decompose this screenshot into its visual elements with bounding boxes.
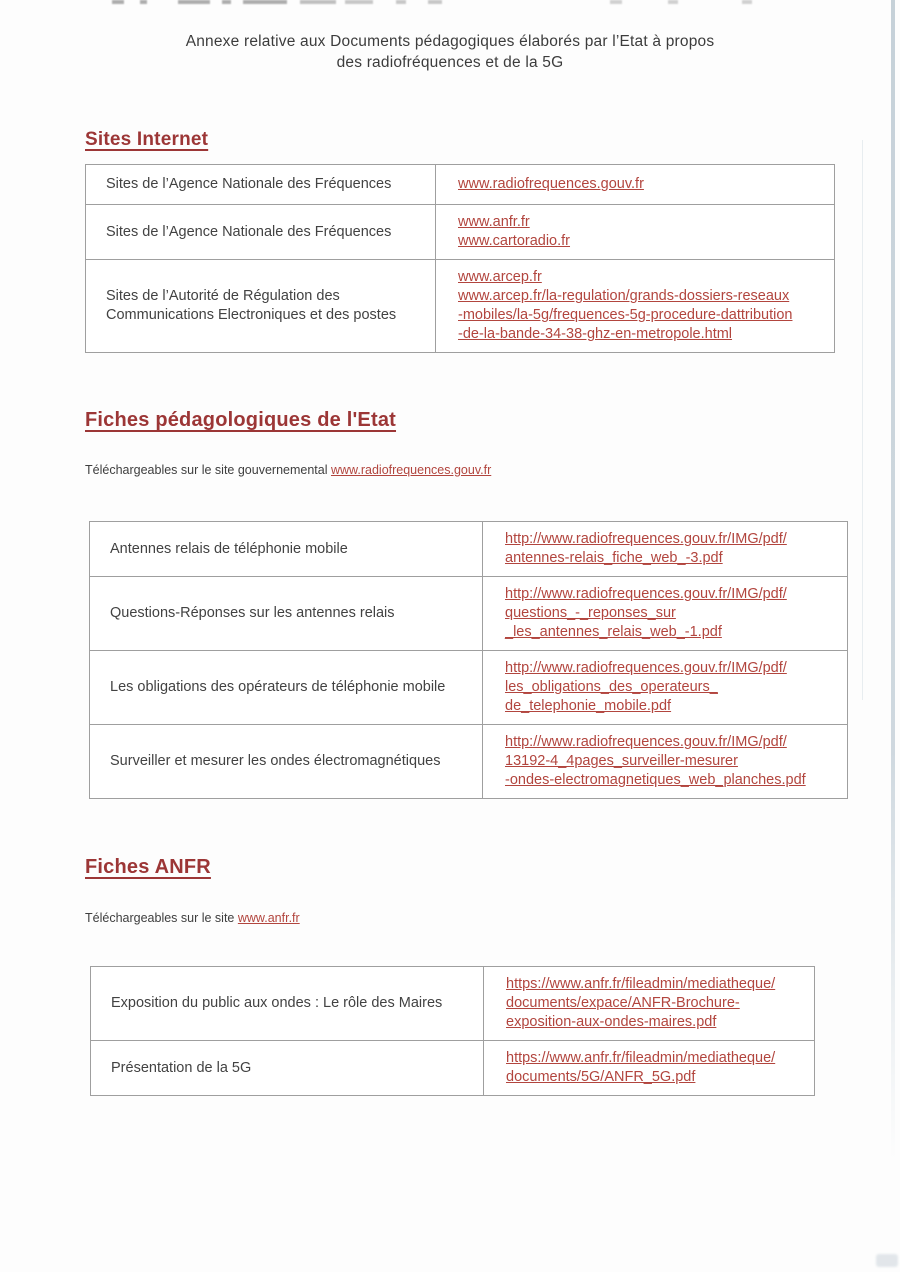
row-links-cell — [483, 522, 847, 576]
row-links-cell — [483, 577, 847, 650]
row-label-cell — [90, 651, 483, 724]
row-label: Présentation de la 5G — [111, 1059, 252, 1076]
row-label-cell — [86, 260, 436, 352]
url-link[interactable]: exposition-aux-ondes-maires.pdf — [506, 1014, 717, 1030]
scan-smudge — [300, 0, 336, 4]
scan-fold-line — [862, 140, 863, 700]
url-link[interactable]: de_telephonie_mobile.pdf — [505, 698, 672, 714]
url-link[interactable]: www.radiofrequences.gouv.fr — [458, 176, 644, 192]
section-heading-fiches-etat: Fiches pédagologiques de l'Etat — [85, 409, 397, 431]
table-row — [90, 650, 847, 724]
url-link[interactable]: -mobiles/la-5g/frequences-5g-procedure-dattribution — [458, 307, 793, 323]
url-link[interactable]: http://www.radiofrequences.gouv.fr/IMG/pdf/ — [505, 531, 787, 547]
section-heading-sites-internet: Sites Internet — [85, 129, 209, 150]
row-label-cell — [90, 577, 483, 650]
url-link[interactable]: documents/5G/ANFR_5G.pdf — [506, 1069, 696, 1085]
row-links-cell — [436, 260, 834, 352]
row-label-cell — [91, 1041, 484, 1095]
row-label: Exposition du public aux ondes : Le rôle des Maires — [111, 995, 443, 1011]
row-label: Sites de l’Autorité de Régulation des Communications Electroniques et des postes — [106, 288, 397, 323]
url-link[interactable]: http://www.radiofrequences.gouv.fr/IMG/pdf/ — [505, 660, 787, 676]
url-link[interactable]: questions_-_reponses_sur — [505, 605, 676, 621]
url-link[interactable]: 13192-4_4pages_surveiller-mesurer — [505, 753, 738, 769]
row-label: Les obligations des opérateurs de téléphonie mobile — [110, 679, 446, 695]
row-label-cell — [91, 967, 484, 1040]
url-link[interactable]: antennes-relais_fiche_web_-3.pdf — [505, 550, 723, 566]
url-link[interactable]: documents/expace/ANFR-Brochure- — [506, 995, 740, 1011]
row-label-cell — [90, 725, 483, 798]
table-sites-internet — [85, 164, 835, 353]
row-links-cell — [436, 205, 834, 259]
scan-corner-mark — [876, 1254, 898, 1267]
url-link[interactable]: www.anfr.fr — [458, 214, 530, 230]
table-row — [86, 204, 834, 259]
scan-page-edge-shadow — [891, 0, 895, 1160]
document-title-line1: Annexe relative aux Documents pédagogiques élaborés par l’Etat à propos — [185, 33, 715, 50]
url-link[interactable]: www.arcep.fr/la-regulation/grands-dossiers-reseaux — [458, 288, 790, 304]
table-row — [91, 967, 814, 1040]
row-label: Sites de l’Agence Nationale des Fréquences — [106, 176, 392, 192]
row-label: Antennes relais de téléphonie mobile — [110, 540, 348, 557]
table-row — [90, 576, 847, 650]
url-link[interactable]: http://www.radiofrequences.gouv.fr/IMG/pdf/ — [505, 734, 787, 750]
table-row — [86, 165, 834, 204]
scan-smudge — [668, 0, 678, 4]
row-links-cell — [483, 651, 847, 724]
scan-smudge — [345, 0, 373, 4]
intro-fiches-etat-link[interactable]: www.radiofrequences.gouv.fr — [330, 462, 492, 477]
document-title — [0, 31, 900, 73]
section-heading-fiches-anfr: Fiches ANFR — [85, 856, 211, 878]
document-title-line2: des radiofréquences et de la 5G — [336, 54, 564, 71]
table-row — [90, 522, 847, 576]
scan-smudge — [178, 0, 210, 4]
row-label: Questions-Réponses sur les antennes relais — [110, 605, 395, 621]
intro-fiches-etat-text: Téléchargeables sur le site gouvernemental — [85, 462, 331, 477]
row-label: Surveiller et mesurer les ondes électromagnétiques — [110, 753, 441, 769]
scan-smudge — [610, 0, 622, 4]
url-link[interactable]: https://www.anfr.fr/fileadmin/mediatheque/ — [506, 976, 776, 992]
intro-fiches-anfr-text: Téléchargeables sur le site — [85, 910, 238, 925]
url-link[interactable]: -de-la-bande-34-38-ghz-en-metropole.html — [458, 326, 733, 342]
intro-fiches-anfr-link[interactable]: www.anfr.fr — [237, 910, 300, 925]
row-links-cell — [483, 725, 847, 798]
row-label-cell — [86, 205, 436, 259]
table-row — [86, 259, 834, 352]
intro-fiches-anfr — [85, 911, 300, 925]
table-row — [91, 1040, 814, 1095]
scan-smudge — [112, 0, 124, 4]
table-row — [90, 724, 847, 798]
row-links-cell — [484, 967, 814, 1040]
url-link[interactable]: les_obligations_des_operateurs_ — [505, 679, 718, 695]
url-link[interactable]: _les_antennes_relais_web_-1.pdf — [505, 624, 722, 640]
scan-smudge — [428, 0, 442, 4]
intro-fiches-etat — [85, 463, 491, 477]
row-label-cell — [86, 165, 436, 204]
row-label-cell — [90, 522, 483, 576]
scan-smudge — [140, 0, 147, 4]
scan-smudge — [742, 0, 752, 4]
url-link[interactable]: -ondes-electromagnetiques_web_planches.pdf — [505, 772, 806, 788]
scan-smudge — [396, 0, 406, 4]
scan-smudge — [243, 0, 287, 4]
row-label: Sites de l’Agence Nationale des Fréquences — [106, 223, 392, 240]
url-link[interactable]: www.arcep.fr — [458, 269, 542, 285]
table-fiches-anfr — [90, 966, 815, 1096]
url-link[interactable]: www.cartoradio.fr — [458, 233, 571, 249]
scan-smudge — [222, 0, 231, 4]
url-link[interactable]: https://www.anfr.fr/fileadmin/mediatheque/ — [506, 1050, 776, 1066]
row-links-cell — [436, 165, 834, 204]
url-link[interactable]: http://www.radiofrequences.gouv.fr/IMG/pdf/ — [505, 586, 787, 602]
row-links-cell — [484, 1041, 814, 1095]
table-fiches-etat — [89, 521, 848, 799]
